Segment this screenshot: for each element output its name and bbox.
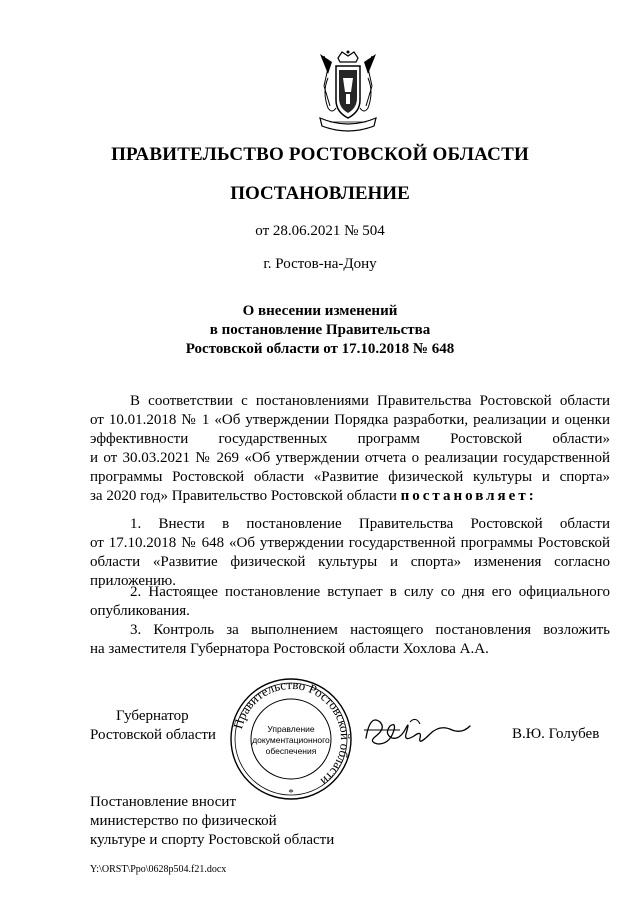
signer-position-line: Губернатор [116,708,189,724]
item-2-paragraph [90,583,610,621]
preamble-line: за 2020 год» Правительство Ростовской области [90,488,401,504]
preamble-line: В соответствии с постановлениями Правительства Ростовской области [130,393,610,409]
item-line: 2. Настоящее постановление вступает в силу со дня его официального [130,584,610,600]
signer-name: В.Ю. Голубев [512,726,600,742]
preamble-line: и от 30.03.2021 № 269 «Об утверждении отчета о реализации государственной [90,450,610,466]
document-date-number: от 28.06.2021 № 504 [255,223,385,239]
item-line: 3. Контроль за выполнением настоящего постановления возложить [130,622,610,638]
submitted-by-line: министерство по физической [90,813,277,829]
subject-line: О внесении изменений [242,303,398,319]
item-line: от 17.10.2018 № 648 «Об утверждении государственной программы Ростовской [90,535,610,551]
stamp-center-line: обеспечения [265,746,317,756]
preamble-line: программы Ростовской области «Развитие физической культуры и спорта» [90,469,610,485]
stamp-center-line: Управление [267,724,315,734]
item-line: 1. Внести в постановление Правительства Ростовской области [130,516,610,532]
document-place: г. Ростов-на-Дону [263,256,377,272]
document-subject [0,302,640,359]
document-type: ПОСТАНОВЛЕНИЕ [230,183,410,204]
coat-of-arms-icon [310,48,386,138]
preamble-last-line [90,487,610,506]
government-title: ПРАВИТЕЛЬСТВО РОСТОВСКОЙ ОБЛАСТИ [111,144,529,165]
file-path: Y:\ORST\Ppo\0628p504.f21.docx [90,864,227,875]
item-line: области «Развитие физической культуры и спорта» изменения согласно [90,554,610,570]
item-line: опубликования. [90,603,190,619]
subject-line: Ростовской области от 17.10.2018 № 648 [185,341,455,357]
stamp-ring-text: Правительство Ростовской области [230,676,354,790]
signer-position [90,707,216,745]
preamble-paragraph [90,392,610,506]
item-line: на заместителя Губернатора Ростовской области Хохлова А.А. [90,641,489,657]
item-line: приложению. [90,573,177,589]
stamp-center-line: документационного [252,735,330,745]
subject-line: в постановление Правительства [209,322,431,338]
submitted-by-line: культуре и спорту Ростовской области [90,832,335,848]
signer-position-line: Ростовской области [90,727,216,743]
official-stamp [228,676,354,802]
preamble-line: от 10.01.2018 № 1 «Об утверждении Порядка разработки, реализации и оценки [90,412,610,428]
item-3-paragraph [90,621,610,659]
stamp-bottom-mark: * [288,787,294,799]
submitted-by-note [90,793,334,850]
submitted-by-line: Постановление вносит [90,794,237,810]
item-1-paragraph [90,515,610,591]
decree-word: постановляет: [400,488,537,504]
preamble-line: эффективности государственных программ Ростовской области» [90,431,610,447]
handwritten-signature [360,708,472,752]
